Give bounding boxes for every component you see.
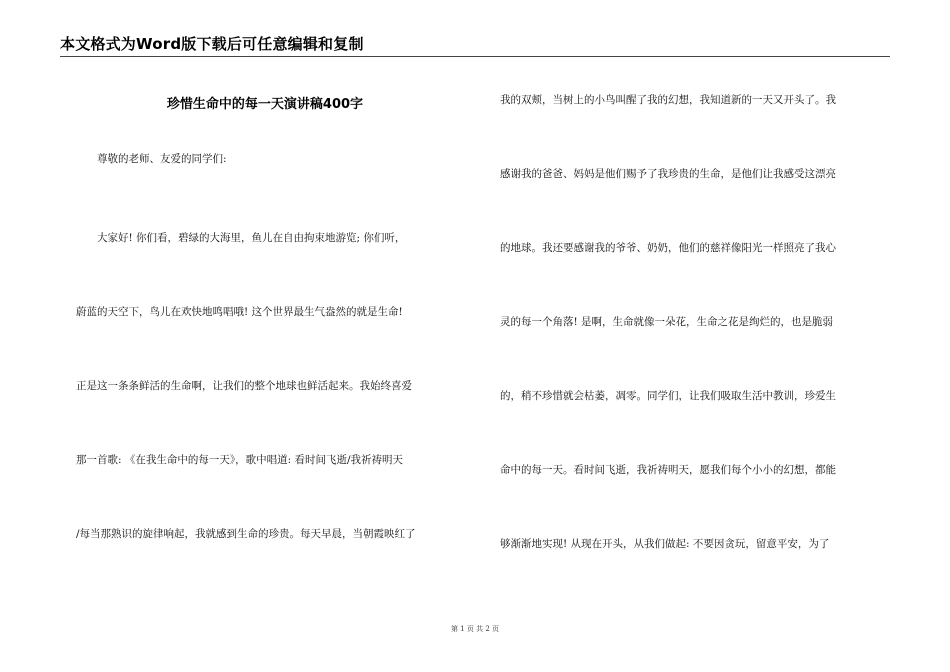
right-column-line: 我的双颊，当树上的小鸟叫醒了我的幻想，我知道新的一天又开头了。我 bbox=[500, 94, 836, 106]
left-column-line: /每当那熟识的旋律响起，我就感到生命的珍贵。每天早晨，当朝霞映红了 bbox=[76, 528, 416, 540]
right-column-line: 的地球。我还要感谢我的爷爷、奶奶，他们的慈祥像阳光一样照亮了我心 bbox=[500, 242, 836, 254]
document-banner: 本文格式为Word版下载后可任意编辑和复制 bbox=[60, 35, 364, 53]
left-column-line: 蔚蓝的天空下，鸟儿在欢快地鸣唱哦! 这个世界最生气盎然的就是生命! bbox=[76, 306, 403, 318]
page-number-footer: 第 1 页 共 2 页 bbox=[450, 625, 500, 633]
banner-divider bbox=[60, 56, 890, 57]
right-column-line: 的，稍不珍惜就会枯萎，凋零。同学们，让我们吸取生活中教训，珍爱生 bbox=[500, 390, 836, 402]
left-column-line: 大家好! 你们看，碧绿的大海里，鱼儿在自由拘束地游览; 你们听， bbox=[76, 232, 406, 244]
left-column-line: 那一首歌: 《在我生命中的每一天》，歌中唱道: 看时间飞逝/我祈祷明天 bbox=[76, 454, 404, 466]
right-column-line: 灵的每一个角落! 是啊，生命就像一朵花，生命之花是绚烂的，也是脆弱 bbox=[500, 316, 834, 328]
right-column-line: 命中的每一天。看时间飞逝，我祈祷明天，愿我们每个小小的幻想，都能 bbox=[500, 464, 836, 476]
left-column-line: 尊敬的老师、友爱的同学们: bbox=[76, 153, 227, 165]
left-column-line: 正是这一条条鲜活的生命啊，让我们的整个地球也鲜活起来。我始终喜爱 bbox=[76, 380, 412, 392]
right-column-line: 感谢我的爸爸、妈妈是他们赐予了我珍贵的生命，是他们让我感受这漂亮 bbox=[500, 168, 836, 180]
right-column-line: 够渐渐地实现! 从现在开头，从我们做起: 不要因贪玩，留意平安，为了 bbox=[500, 538, 830, 550]
document-title: 珍惜生命中的每一天演讲稿400字 bbox=[166, 97, 364, 112]
